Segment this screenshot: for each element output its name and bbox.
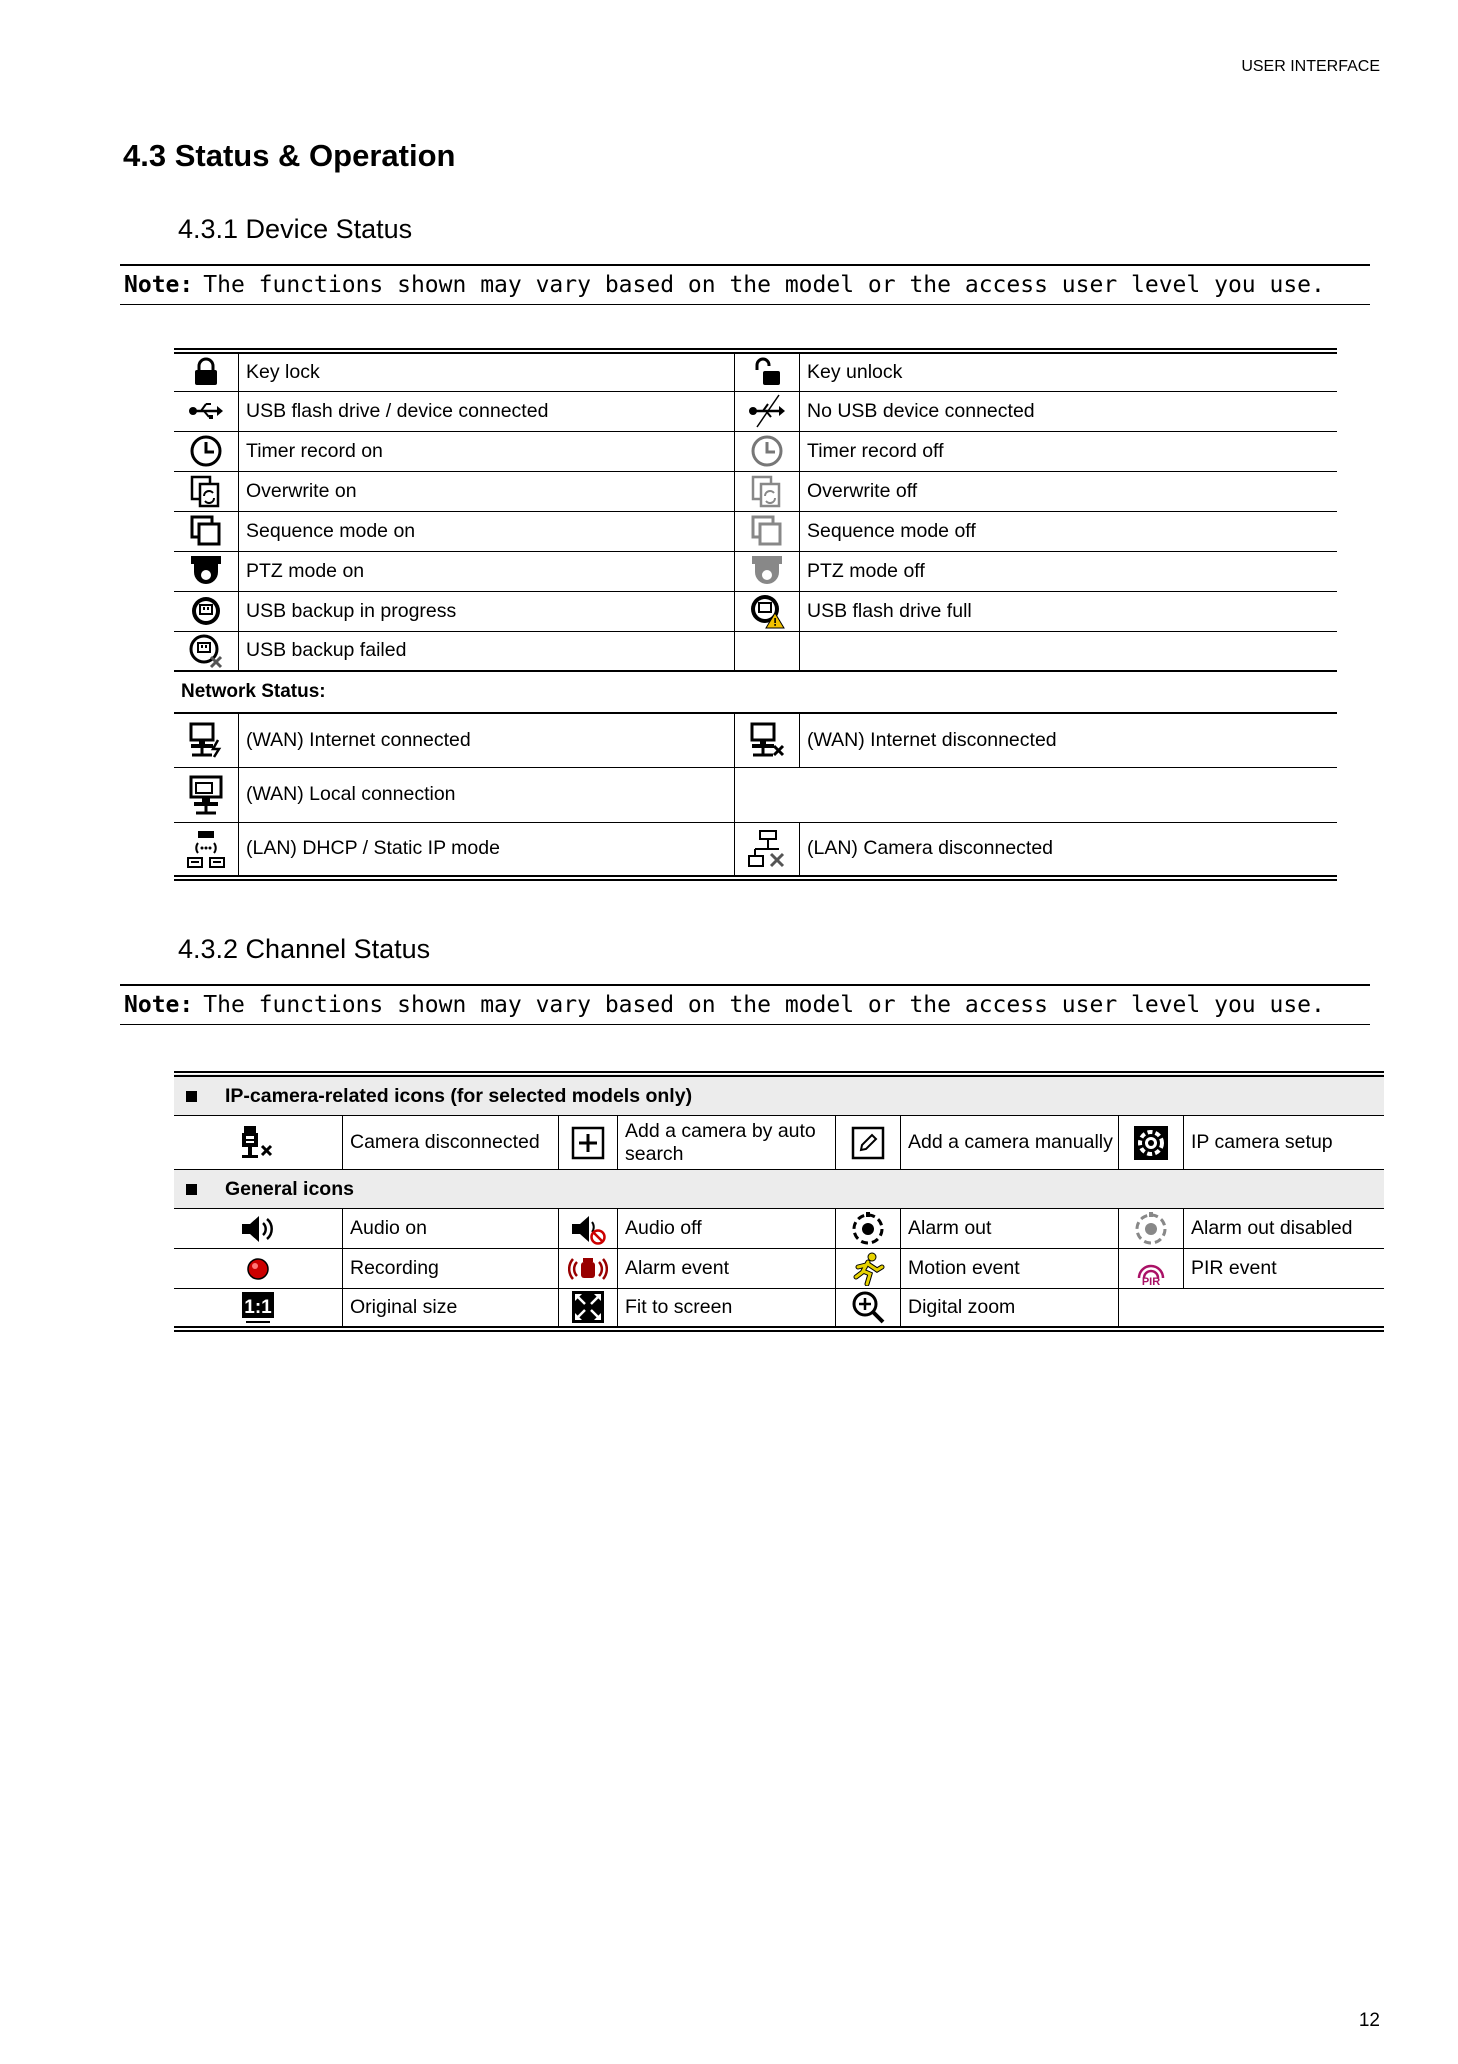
list-item: USB backup failed [239,631,735,671]
ptz-off-icon [735,551,800,591]
list-item: Sequence mode off [800,511,1338,551]
empty-cell [735,631,800,671]
list-item: Overwrite on [239,471,735,511]
list-item: (LAN) DHCP / Static IP mode [239,822,735,878]
network-status-label: Network Status: [174,671,1337,713]
table-row [174,551,1337,591]
sequence-icon [174,511,239,551]
list-item: USB flash drive full [800,591,1338,631]
alarm-out-icon [836,1209,901,1249]
list-item: Sequence mode on [239,511,735,551]
list-item: USB backup in progress [239,591,735,631]
list-item: (WAN) Internet connected [239,713,735,767]
overwrite-off-icon [735,471,800,511]
sequence-off-icon [735,511,800,551]
list-item: (WAN) Internet disconnected [800,713,1338,767]
audio-off-icon [559,1209,618,1249]
list-item: Add a camera manually [901,1116,1119,1170]
audio-on-icon [174,1209,343,1249]
recording-icon [174,1249,343,1289]
page-number: 12 [1358,2010,1380,2031]
list-item: (LAN) Camera disconnected [800,822,1338,878]
list-item: PIR event [1184,1249,1385,1289]
list-item: Digital zoom [901,1289,1119,1329]
table-row [174,391,1337,431]
overwrite-icon [174,471,239,511]
list-item: Fit to screen [618,1289,836,1329]
list-item: Motion event [901,1249,1119,1289]
list-item: Audio on [343,1209,559,1249]
device-status-table [174,348,1337,881]
alarm-event-icon [559,1249,618,1289]
table-row [174,822,1337,878]
empty-cell [1184,1289,1385,1329]
note-text: The functions shown may vary based on the model or the access user level you use. [203,992,1325,1018]
original-size-icon [174,1289,343,1329]
ptz-icon [174,551,239,591]
table-row [174,767,1337,822]
list-item: Add a camera by auto search [618,1116,836,1170]
list-item: Audio off [618,1209,836,1249]
empty-cell [800,767,1338,822]
ip-category-label: IP-camera-related icons (for selected models only) [225,1084,693,1107]
empty-cell [735,767,800,822]
general-category-row [174,1170,1384,1209]
list-item [800,631,1338,671]
pir-glyph: PIR [1141,1275,1161,1286]
list-item: Alarm event [618,1249,836,1289]
table-row [174,1249,1384,1289]
table-row [174,1116,1384,1170]
usb-full-icon [735,591,800,631]
lan-camera-disconnected-icon [735,822,800,878]
table-row [174,351,1337,391]
alarm-out-disabled-icon [1119,1209,1184,1249]
list-item: Timer record off [800,431,1338,471]
list-item: USB flash drive / device connected [239,391,735,431]
list-item: Recording [343,1249,559,1289]
list-item: (WAN) Local connection [239,767,735,822]
list-item: IP camera setup [1184,1116,1385,1170]
fit-screen-icon [559,1289,618,1329]
add-manual-icon [836,1116,901,1170]
list-item: Key unlock [800,351,1338,391]
table-row [174,471,1337,511]
usb-backup-icon [174,591,239,631]
camera-disconnected-icon [174,1116,343,1170]
table-row [174,431,1337,471]
note-label: Note: [124,272,194,298]
list-item: Alarm out disabled [1184,1209,1385,1249]
motion-event-icon [836,1249,901,1289]
bullet-icon [186,1091,197,1102]
timer-icon [174,431,239,471]
wan-connected-icon [174,713,239,767]
table-row [174,511,1337,551]
digital-zoom-icon [836,1289,901,1329]
local-connection-icon [174,767,239,822]
usb-disconnected-icon [735,391,800,431]
list-item: Timer record on [239,431,735,471]
add-auto-icon [559,1116,618,1170]
channel-status-note [120,984,1370,1025]
wan-disconnected-icon [735,713,800,767]
list-item: Camera disconnected [343,1116,559,1170]
list-item: Alarm out [901,1209,1119,1249]
header-section-label: USER INTERFACE [1241,58,1380,75]
pir-event-icon [1119,1249,1184,1289]
table-row [174,591,1337,631]
note-label: Note: [124,992,194,1018]
list-item: Key lock [239,351,735,391]
lock-icon [174,351,239,391]
ip-category-row [174,1074,1384,1116]
channel-status-title: 4.3.2 Channel Status [178,934,431,964]
table-row [174,1209,1384,1249]
table-row [174,1289,1384,1329]
list-item: Overwrite off [800,471,1338,511]
note-text: The functions shown may vary based on the model or the access user level you use. [203,272,1325,298]
table-row [174,713,1337,767]
list-item: PTZ mode on [239,551,735,591]
empty-cell [1119,1289,1184,1329]
general-category-label: General icons [225,1177,354,1200]
list-item: Original size [343,1289,559,1329]
list-item: PTZ mode off [800,551,1338,591]
device-status-title: 4.3.1 Device Status [178,214,413,244]
usb-backup-failed-icon [174,631,239,671]
bullet-icon [186,1184,197,1195]
original-size-glyph: 1:1 [244,1297,272,1319]
usb-icon [174,391,239,431]
ip-setup-icon [1119,1116,1184,1170]
table-row [174,631,1337,671]
device-status-note [120,264,1370,305]
unlock-icon [735,351,800,391]
list-item: No USB device connected [800,391,1338,431]
section-title: 4.3 Status & Operation [123,138,456,173]
lan-dhcp-icon [174,822,239,878]
timer-off-icon [735,431,800,471]
channel-status-table [174,1071,1384,1332]
network-status-header [174,671,1337,713]
